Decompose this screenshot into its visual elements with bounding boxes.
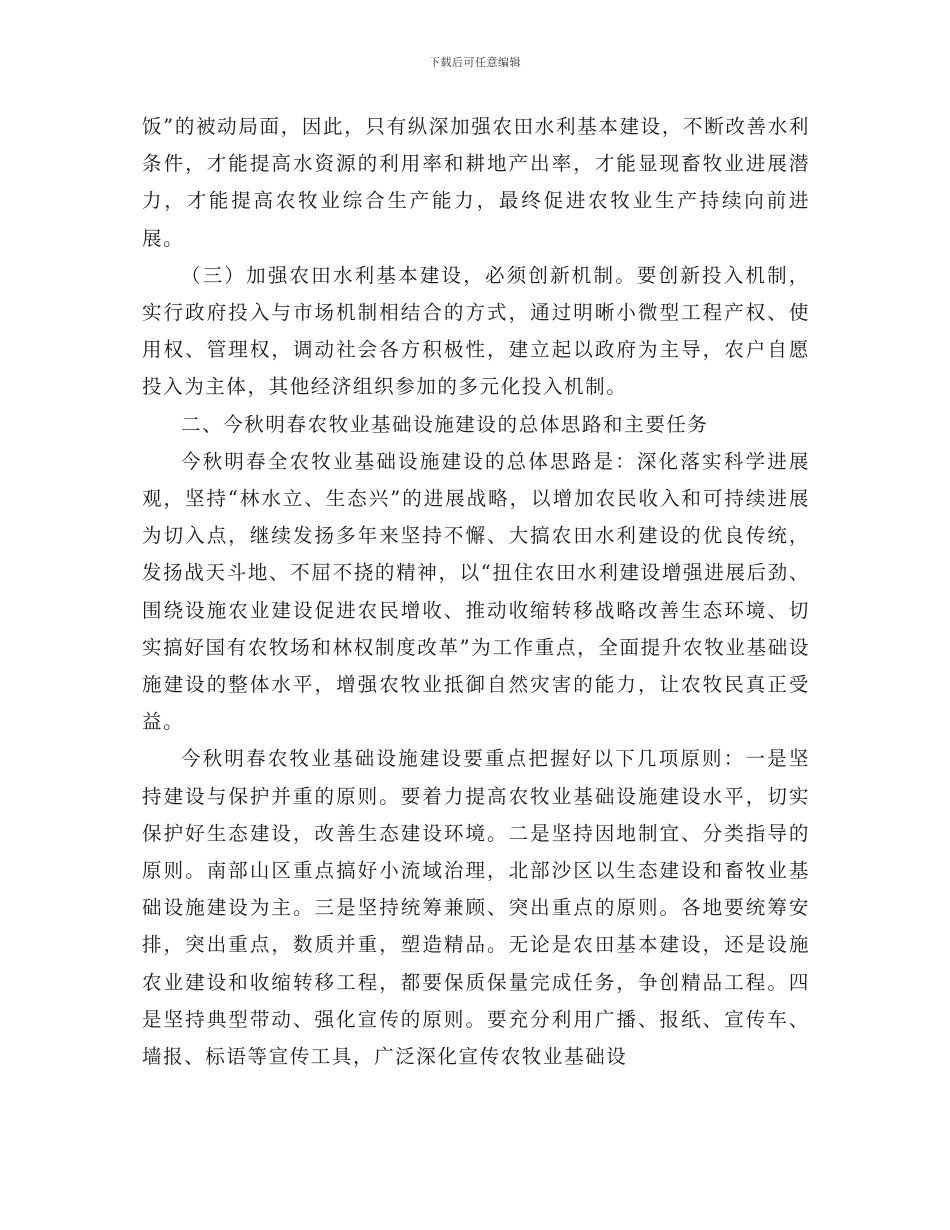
section-heading: 二、今秋明春农牧业基础设施建设的总体思路和主要任务 — [181, 412, 709, 436]
paragraph-2: （三）加强农田水利基本建设，必须创新机制。要创新投入机制，实行政府投入与市场机制相结合的方式，通过明晰小微型工程产权、使用权、管理权，调动社会各方积极性，建立起以政府为主导，农户自愿投入为主体，其他经济组织参加的多元化投入机制。 — [142, 263, 810, 399]
document-body — [142, 108, 810, 1075]
paragraph-4: 今秋明春农牧业基础设施建设要重点把握好以下几项原则：一是坚持建设与保护并重的原则。要着力提高农牧业基础设施建设水平，切实保护好生态建设，改善生态建设环境。二是坚持因地制宜、分类指导的原则。南部山区重点搞好小流域治理，北部沙区以生态建设和畜牧业基础设施建设为主。三是坚持统筹兼顾、突出重点的原则。各地要统筹安排，突出重点，数质并重，塑造精品。无论是农田基本建设，还是设施农业建设和收缩转移工程，都要保质保量完成任务，争创精品工程。四是坚持典型带动、强化宣传的原则。要充分利用广播、报纸、宣传车、墙报、标语等宣传工具，广泛深化宣传农牧业基础设 — [142, 747, 810, 1069]
paragraph-1: 饭”的被动局面，因此，只有纵深加强农田水利基本建设，不断改善水利条件，才能提高水资源的利用率和耕地产出率，才能显现畜牧业进展潜力，才能提高农牧业综合生产能力，最终促进农牧业生产持续向前进展。 — [142, 115, 810, 250]
page-header: 下载后可任意编辑 — [429, 56, 521, 69]
paragraph-3: 今秋明春全农牧业基础设施建设的总体思路是：深化落实科学进展观，坚持“林水立、生态兴”的进展战略，以增加农民收入和可持续进展为切入点，继续发扬多年来坚持不懈、大搞农田水利建设的优良传统，发扬战天斗地、不屈不挠的精神，以“扭住农田水利建设增强进展后劲、围绕设施农业建设促进农民增收、推动收缩转移战略改善生态环境、切实搞好国有农牧场和林权制度改革”为工作重点，全面提升农牧业基础设施建设的整体水平，增强农牧业抵御自然灾害的能力，让农牧民真正受益。 — [142, 449, 810, 734]
